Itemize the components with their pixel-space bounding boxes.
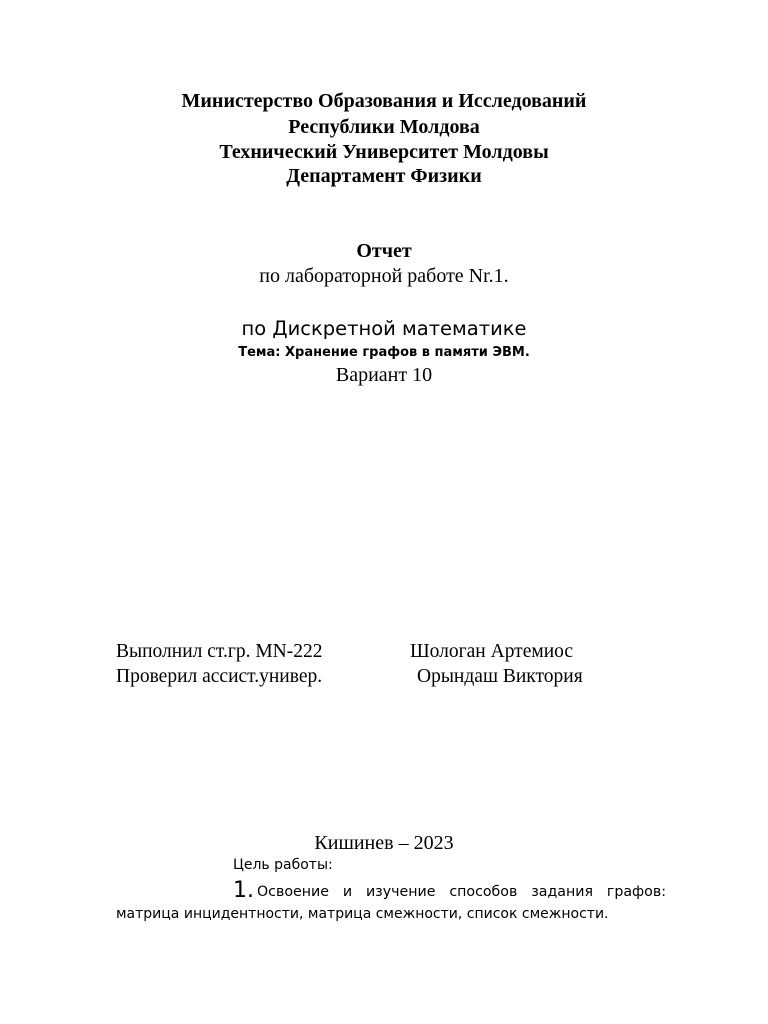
subject-line: по Дискретной математике xyxy=(241,317,527,340)
department-line: Департамент Физики xyxy=(286,165,482,187)
ministry-line-2: Республики Молдова xyxy=(288,116,480,138)
ministry-line-1: Министерство Образования и Исследований xyxy=(181,90,587,112)
goal-item-text-line2: матрица инцидентности, матрица смежности, список смежности. xyxy=(116,906,609,922)
performed-by-name: Шологан Артемиос xyxy=(410,641,574,662)
checked-by-name: Орындаш Виктория xyxy=(417,666,583,687)
variant-line: Вариант 10 xyxy=(335,364,433,386)
goal-item-text-line1: Освоение и изучение способов задания графов: xyxy=(257,884,666,900)
lab-line: по лабораторной работе Nr.1. xyxy=(259,265,509,287)
city-year: Кишинев – 2023 xyxy=(314,832,454,854)
performed-by-label: Выполнил ст.гр. MN-222 xyxy=(116,641,323,662)
checked-by-label: Проверил ассист.универ. xyxy=(116,666,323,687)
goal-label: Цель работы: xyxy=(233,857,333,873)
topic-line: Тема: Хранение графов в памяти ЭВМ. xyxy=(238,345,530,360)
report-title: Отчет xyxy=(356,240,412,262)
goal-item-number: 1. xyxy=(233,878,254,903)
university-line: Технический Университет Молдовы xyxy=(219,141,549,163)
